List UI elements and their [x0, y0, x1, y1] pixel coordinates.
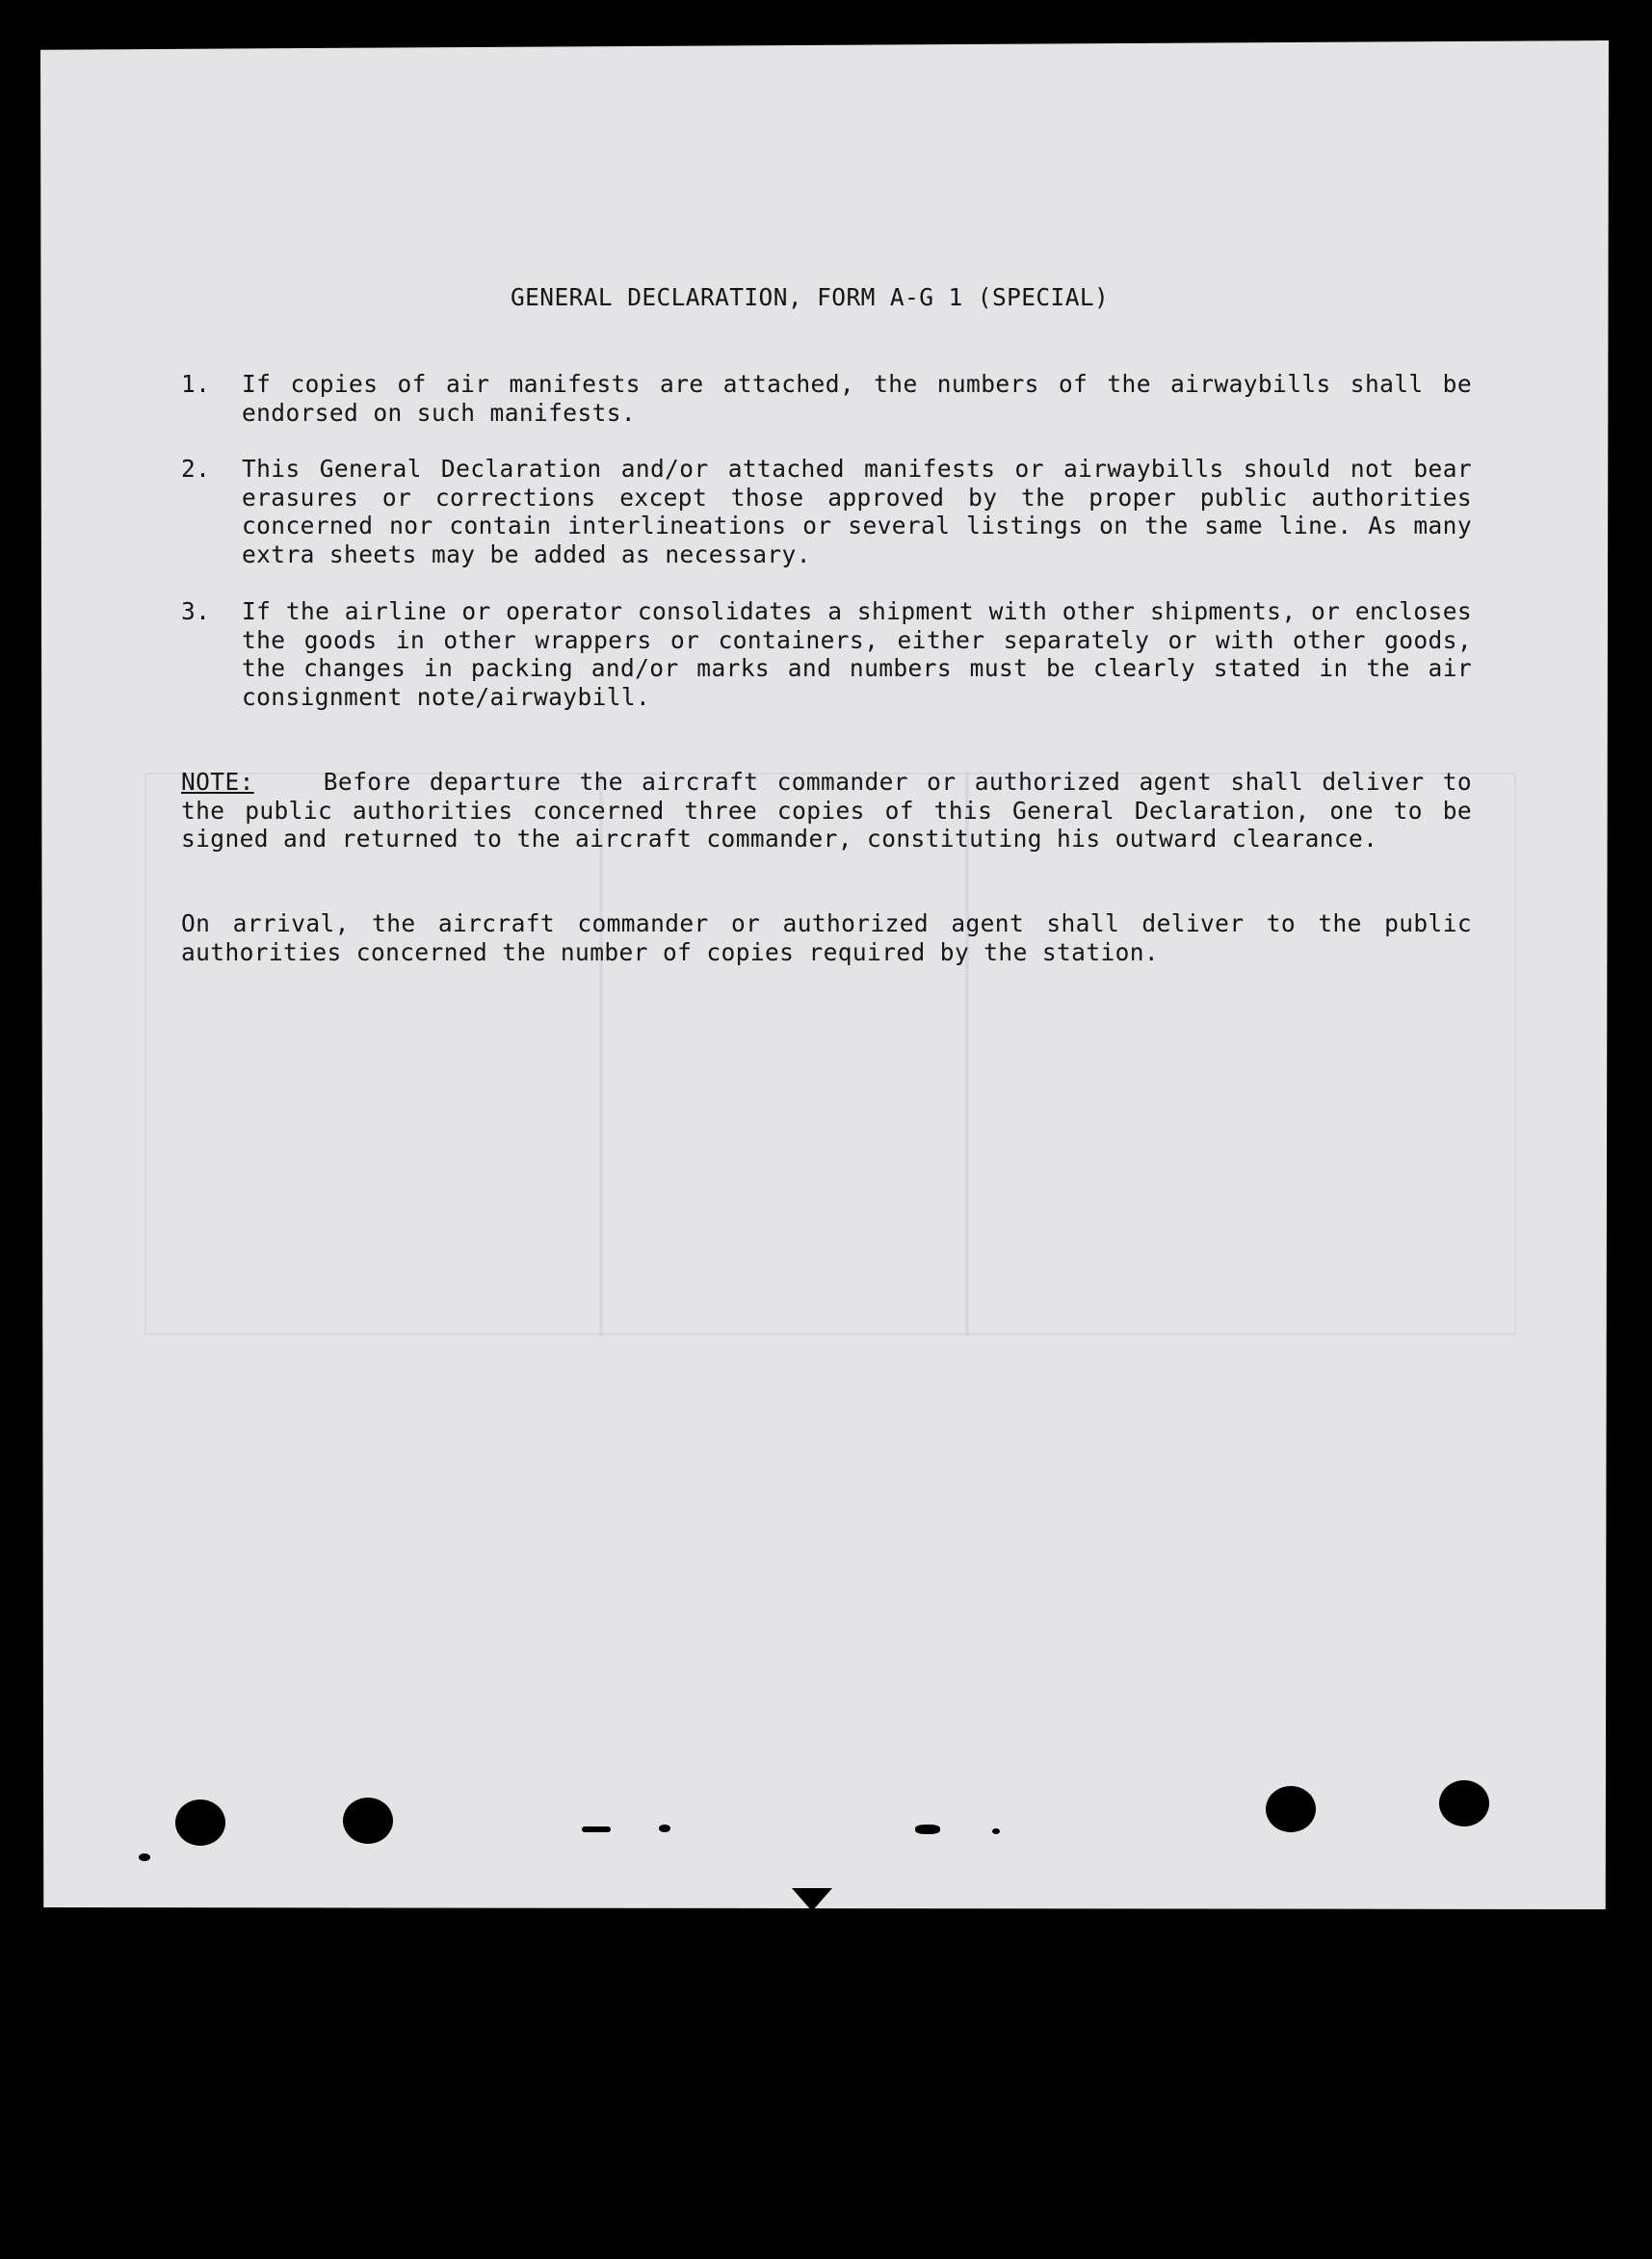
item-text: If copies of air manifests are attached, the numbers of the airwaybills shall be endorsed on such manifests.: [242, 370, 1472, 427]
arrival-paragraph: On arrival, the aircraft commander or authorized agent shall deliver to the public authorities concerned the number of copies required by the station.: [181, 909, 1472, 966]
list-item: [181, 455, 1472, 568]
item-number: 2.: [181, 455, 211, 483]
item-number: 3.: [181, 597, 211, 625]
note-text: Before departure the aircraft commander or authorized agent shall deliver to the public authorities concerned three copies of this General Declaration, one to be signed and returned to the aircraft commander, constituting his outward clearance.: [181, 768, 1472, 853]
note-label: NOTE:: [181, 768, 254, 796]
binder-hole: [1266, 1786, 1316, 1832]
bleed-through-divider: [599, 773, 603, 1335]
item-text: This General Declaration and/or attached manifests or airwaybills should not bear erasures or corrections except those approved by the proper public authorities concerned nor contain interlineations or several listings on the same line. As many extra sheets may be added as necessary.: [242, 455, 1472, 568]
item-text: If the airline or operator consolidates a shipment with other shipments, or encloses the goods in other wrappers or containers, either separately or with other goods, the changes in packing and/or marks and numbers must be clearly stated in the air consignment note/airwaybill.: [242, 597, 1472, 711]
document-title: GENERAL DECLARATION, FORM A-G 1 (SPECIAL): [511, 283, 1110, 311]
note-paragraph: [181, 768, 1472, 854]
list-item: [181, 597, 1472, 711]
bleed-through-box: [144, 773, 1516, 1335]
item-number: 1.: [181, 370, 211, 398]
paper-damage: [992, 1828, 1000, 1834]
binder-hole: [1439, 1780, 1489, 1826]
paper-damage: [582, 1826, 611, 1832]
binder-hole: [175, 1799, 225, 1846]
bleed-through-divider: [965, 773, 969, 1335]
paper-damage: [915, 1825, 940, 1834]
list-item: [181, 370, 1472, 427]
paper-damage: [139, 1853, 150, 1861]
binder-hole: [343, 1798, 393, 1844]
paper-damage: [659, 1825, 670, 1832]
paper-damage: [792, 1888, 832, 1911]
paper-sheet: [40, 40, 1609, 1909]
